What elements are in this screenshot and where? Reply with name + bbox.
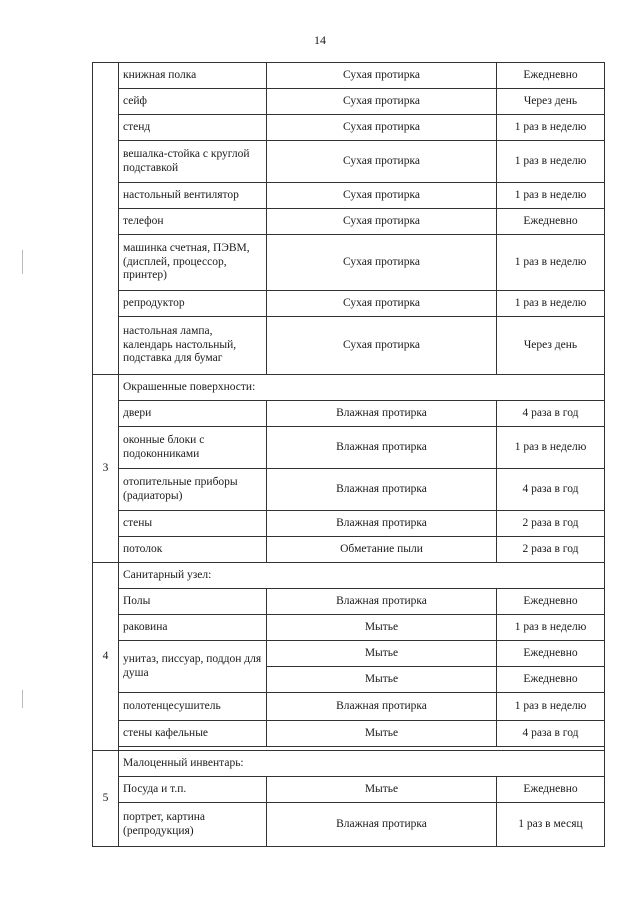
table-row xyxy=(93,511,605,537)
item-name: полотенцесушитель xyxy=(119,693,267,721)
section-heading: Малоценный инвентарь: xyxy=(119,751,605,777)
item-name: двери xyxy=(119,401,267,427)
frequency: Ежедневно xyxy=(497,209,605,235)
frequency: Ежедневно xyxy=(497,777,605,803)
scan-margin-mark xyxy=(22,250,23,274)
table-row xyxy=(93,537,605,563)
item-name: Полы xyxy=(119,589,267,615)
table-row xyxy=(93,693,605,721)
table-row xyxy=(93,291,605,317)
table-row xyxy=(93,235,605,291)
procedure: Мытье xyxy=(267,667,497,693)
frequency: Ежедневно xyxy=(497,63,605,89)
item-name: оконные блоки с подоконниками xyxy=(119,427,267,469)
section-heading-row xyxy=(93,563,605,589)
item-name: раковина xyxy=(119,615,267,641)
procedure: Влажная протирка xyxy=(267,401,497,427)
item-name: стенд xyxy=(119,115,267,141)
procedure: Влажная протирка xyxy=(267,803,497,847)
table-row xyxy=(93,427,605,469)
table-row xyxy=(93,209,605,235)
table-row xyxy=(93,183,605,209)
frequency: 1 раз в неделю xyxy=(497,141,605,183)
table-row xyxy=(93,721,605,747)
procedure: Влажная протирка xyxy=(267,693,497,721)
procedure: Влажная протирка xyxy=(267,427,497,469)
item-name: отопительные приборы (радиаторы) xyxy=(119,469,267,511)
frequency: 1 раз в неделю xyxy=(497,235,605,291)
frequency: Ежедневно xyxy=(497,641,605,667)
item-name: настольный вентилятор xyxy=(119,183,267,209)
section-heading-row xyxy=(93,751,605,777)
frequency: 4 раза в год xyxy=(497,721,605,747)
table-row xyxy=(93,401,605,427)
procedure: Сухая протирка xyxy=(267,209,497,235)
table-row xyxy=(93,115,605,141)
frequency: 2 раза в год xyxy=(497,511,605,537)
table-row xyxy=(93,589,605,615)
item-name: сейф xyxy=(119,89,267,115)
procedure: Сухая протирка xyxy=(267,63,497,89)
item-name: стены xyxy=(119,511,267,537)
frequency: Через день xyxy=(497,89,605,115)
frequency: 1 раз в месяц xyxy=(497,803,605,847)
procedure: Мытье xyxy=(267,641,497,667)
item-name: книжная полка xyxy=(119,63,267,89)
item-name: телефон xyxy=(119,209,267,235)
frequency: 1 раз в неделю xyxy=(497,615,605,641)
procedure: Мытье xyxy=(267,777,497,803)
table-row xyxy=(93,63,605,89)
section-heading: Окрашенные поверхности: xyxy=(119,375,605,401)
procedure: Мытье xyxy=(267,721,497,747)
frequency: 1 раз в неделю xyxy=(497,693,605,721)
procedure: Сухая протирка xyxy=(267,115,497,141)
table-row xyxy=(93,89,605,115)
procedure: Мытье xyxy=(267,615,497,641)
procedure: Сухая протирка xyxy=(267,89,497,115)
table-row xyxy=(93,469,605,511)
frequency: 2 раза в год xyxy=(497,537,605,563)
table-row xyxy=(93,777,605,803)
procedure: Сухая протирка xyxy=(267,141,497,183)
frequency: 1 раз в неделю xyxy=(497,115,605,141)
item-name: унитаз, писсуар, поддон для душа xyxy=(119,641,267,693)
frequency: 4 раза в год xyxy=(497,401,605,427)
table-row xyxy=(93,641,605,667)
frequency: 1 раз в неделю xyxy=(497,427,605,469)
procedure: Сухая протирка xyxy=(267,183,497,209)
frequency: 1 раз в неделю xyxy=(497,291,605,317)
section-number: 4 xyxy=(93,563,119,751)
table-row xyxy=(93,141,605,183)
procedure: Влажная протирка xyxy=(267,589,497,615)
item-name: стены кафельные xyxy=(119,721,267,747)
procedure: Сухая протирка xyxy=(267,317,497,375)
table-row xyxy=(93,803,605,847)
section-heading: Санитарный узел: xyxy=(119,563,605,589)
frequency: Через день xyxy=(497,317,605,375)
item-name: машинка счетная, ПЭВМ, (дисплей, процессор, принтер) xyxy=(119,235,267,291)
procedure: Обметание пыли xyxy=(267,537,497,563)
table-row xyxy=(93,317,605,375)
item-name: вешалка-стойка с круглой подставкой xyxy=(119,141,267,183)
procedure: Влажная протирка xyxy=(267,511,497,537)
row-number-cell xyxy=(93,63,119,375)
frequency: 1 раз в неделю xyxy=(497,183,605,209)
procedure: Сухая протирка xyxy=(267,291,497,317)
section-heading-row xyxy=(93,375,605,401)
table-row xyxy=(93,615,605,641)
scan-margin-mark xyxy=(22,690,23,708)
procedure: Влажная протирка xyxy=(267,469,497,511)
frequency: Ежедневно xyxy=(497,667,605,693)
item-name: портрет, картина (репродукция) xyxy=(119,803,267,847)
item-name: настольная лампа, календарь настольный, подставка для бумаг xyxy=(119,317,267,375)
procedure: Сухая протирка xyxy=(267,235,497,291)
section-number: 5 xyxy=(93,751,119,847)
item-name: репродуктор xyxy=(119,291,267,317)
item-name: потолок xyxy=(119,537,267,563)
page-number: 14 xyxy=(314,33,326,47)
frequency: Ежедневно xyxy=(497,589,605,615)
cleaning-schedule-table xyxy=(92,62,605,847)
item-name: Посуда и т.п. xyxy=(119,777,267,803)
section-number: 3 xyxy=(93,375,119,563)
frequency: 4 раза в год xyxy=(497,469,605,511)
